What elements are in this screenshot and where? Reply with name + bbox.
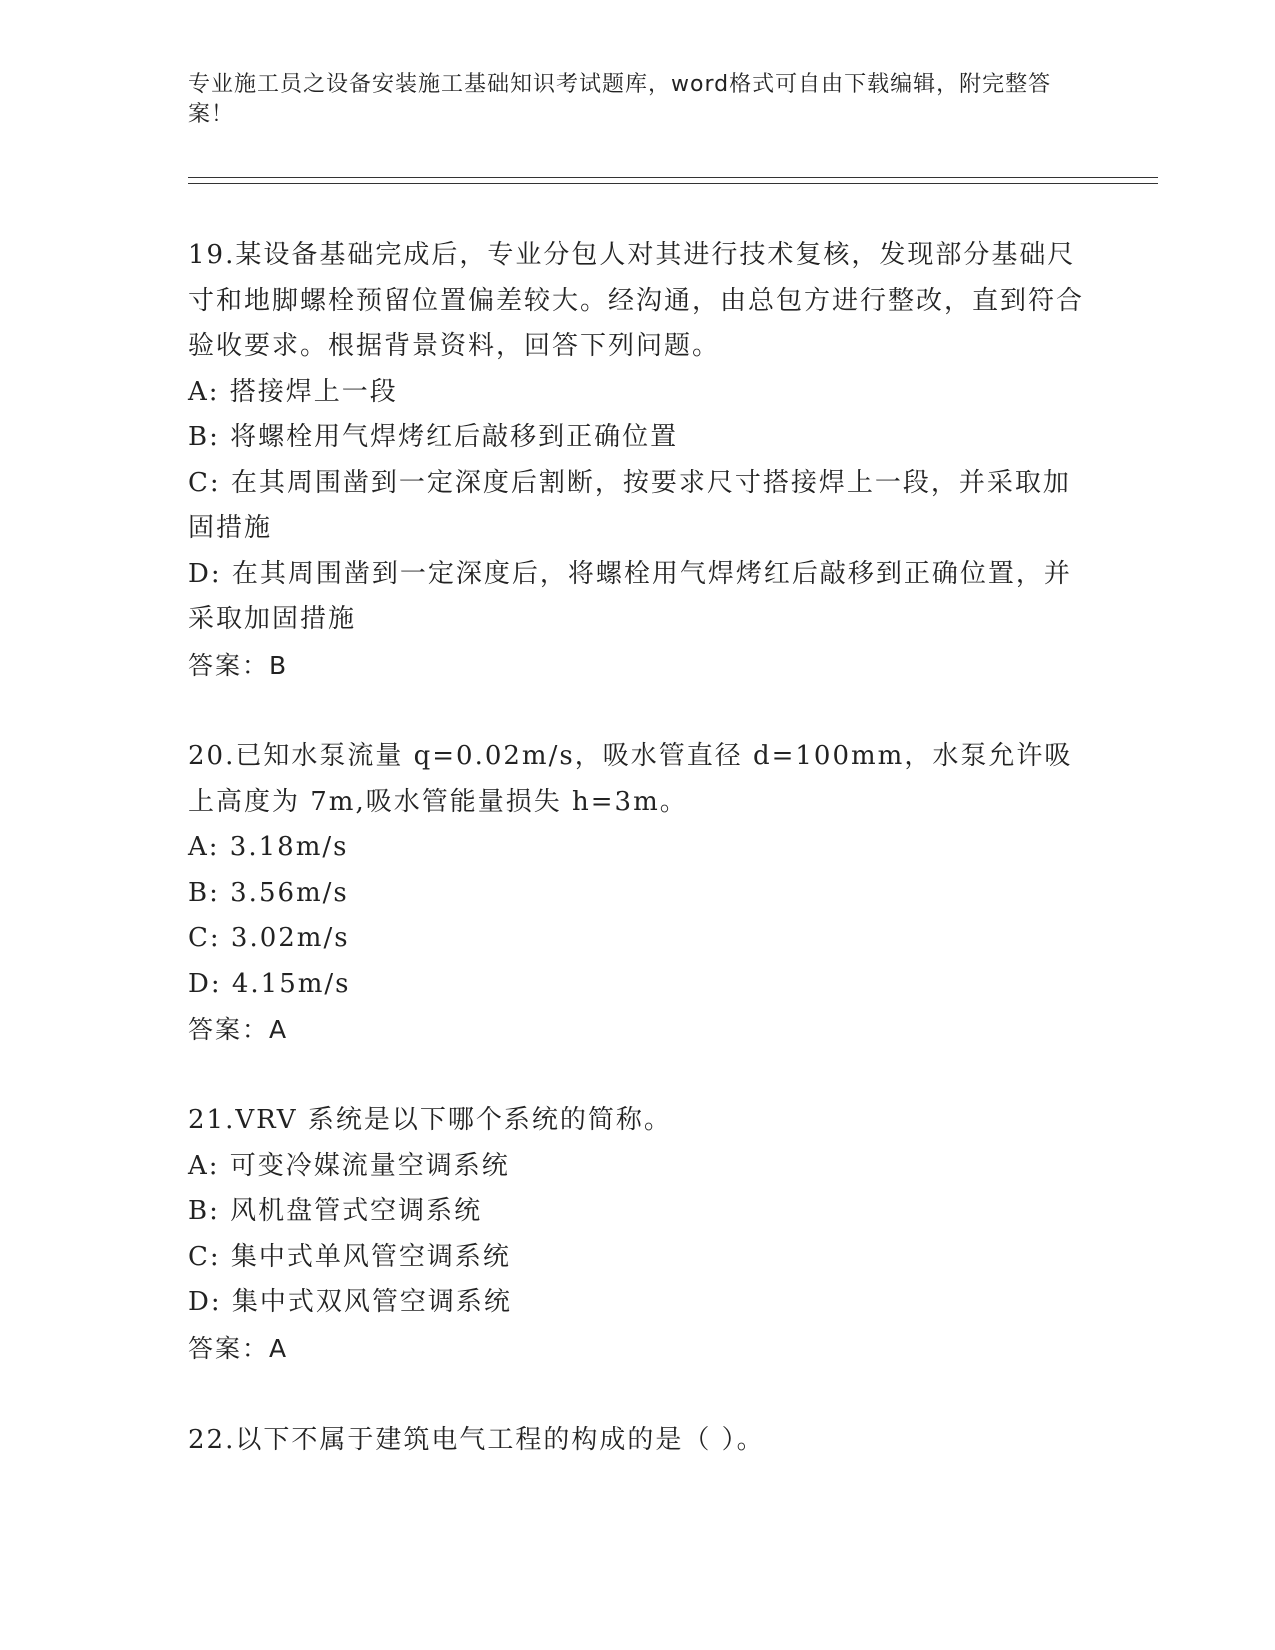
question-20: [188, 734, 1088, 1053]
question-20-option-d: D: 4.15m/s: [188, 968, 351, 999]
question-20-option-a: A: 3.18m/s: [188, 832, 349, 862]
header-text: 专业施工员之设备安装施工基础知识考试题库，word格式可自由下载编辑，附完整答案！: [188, 72, 1052, 127]
question-21-text: 21.VRV 系统是以下哪个系统的简称。: [188, 1105, 672, 1135]
question-21-option-b: B: 风机盘管式空调系统: [188, 1196, 483, 1226]
question-21-option-d: D: 集中式双风管空调系统: [188, 1287, 512, 1317]
header-divider-top: [188, 177, 1158, 178]
question-21: [188, 1098, 1088, 1371]
question-21-option-c: C: 集中式单风管空调系统: [188, 1241, 511, 1272]
question-20-text: 20.已知水泵流量 q=0.02m/s，吸水管直径 d=100mm，水泵允许吸上高度为 7m,吸水管能量损失 h=3m。: [188, 741, 1073, 817]
question-19-option-a: A: 搭接焊上一段: [188, 376, 398, 407]
header-divider-bottom: [188, 183, 1158, 184]
question-20-answer: 答案：A: [188, 1015, 289, 1044]
question-22: [188, 1418, 1088, 1464]
question-22-text: 22.以下不属于建筑电气工程的构成的是（ ）。: [188, 1425, 765, 1455]
question-19: [188, 233, 1088, 688]
question-19-text: 19.某设备基础完成后，专业分包人对其进行技术复核，发现部分基础尺寸和地脚螺栓预留位置偏差较大。经沟通，由总包方进行整改，直到符合验收要求。根据背景资料，回答下列问题。: [188, 240, 1085, 361]
question-20-option-b: B: 3.56m/s: [188, 877, 349, 908]
document-header: [188, 70, 1068, 130]
question-19-option-c: C: 在其周围凿到一定深度后割断，按要求尺寸搭接焊上一段，并采取加固措施: [188, 467, 1071, 543]
question-19-option-d: D: 在其周围凿到一定深度后，将螺栓用气焊烤红后敲移到正确位置，并采取加固措施: [188, 558, 1072, 634]
question-19-answer: 答案：B: [188, 650, 289, 680]
question-21-answer: 答案：A: [188, 1333, 289, 1363]
question-20-option-c: C: 3.02m/s: [188, 923, 350, 953]
question-19-option-b: B: 将螺栓用气焊烤红后敲移到正确位置: [188, 422, 679, 452]
question-21-option-a: A: 可变冷媒流量空调系统: [188, 1150, 510, 1181]
